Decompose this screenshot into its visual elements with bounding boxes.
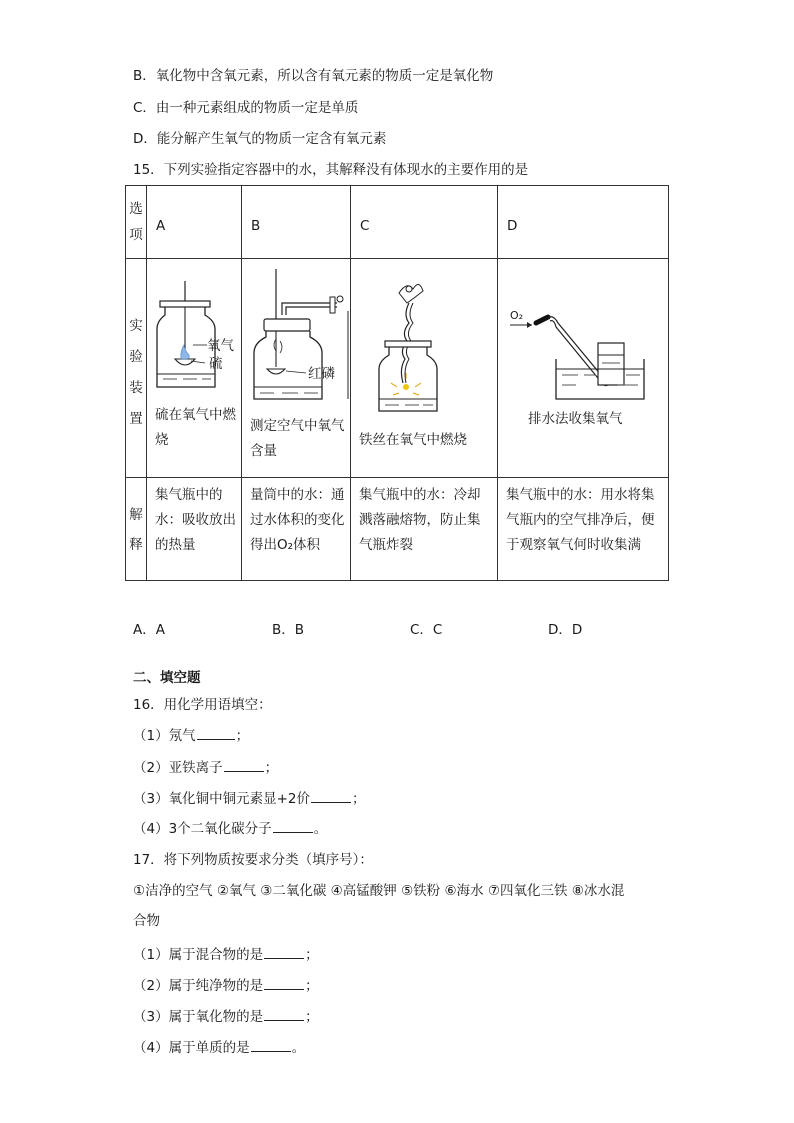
explanation-d: 集气瓶中的水：用水将集气瓶内的空气排净后，便于观察氧气何时收集满 bbox=[498, 478, 669, 581]
label-red-phosphorus: 红磷 bbox=[308, 366, 335, 382]
apparatus-d bbox=[498, 259, 669, 478]
q17-stem: 17．将下列物质按要求分类（填序号）： bbox=[133, 852, 373, 868]
q15-stem: 15．下列实验指定容器中的水，其解释没有体现水的主要作用的是 bbox=[133, 162, 529, 178]
apparatus-a bbox=[147, 259, 242, 478]
q16-item-4: （4）3个二氧化碳分子 。 bbox=[133, 818, 327, 839]
q16-item-3: （3）氧化铜中铜元素显+2价 ； bbox=[133, 788, 366, 809]
row-label-apparatus: 实验装置 bbox=[126, 259, 147, 478]
answer-blank[interactable] bbox=[273, 818, 313, 833]
q17-item-2: （2）属于纯净物的是 ； bbox=[133, 975, 319, 996]
answer-blank[interactable] bbox=[264, 944, 304, 959]
q17-item-1: （1）属于混合物的是 ； bbox=[133, 944, 319, 965]
caption-c: 铁丝在氧气中燃烧 bbox=[359, 432, 467, 448]
q15-table bbox=[125, 185, 669, 581]
q15-choice-b: B．B bbox=[272, 622, 305, 638]
option-a-header: A bbox=[147, 186, 242, 259]
answer-blank[interactable] bbox=[264, 1006, 304, 1021]
answer-blank[interactable] bbox=[251, 1037, 291, 1052]
q17-item-4: （4）属于单质的是 。 bbox=[133, 1037, 305, 1058]
q14-option-b: B．氧化物中含氧元素，所以含有氧元素的物质一定是氧化物 bbox=[133, 68, 494, 84]
water-displacement-diagram bbox=[498, 259, 669, 478]
apparatus-b bbox=[242, 259, 351, 478]
option-d-header: D bbox=[498, 186, 669, 259]
answer-blank[interactable] bbox=[224, 757, 264, 772]
q17-substances-line1: ①洁净的空气 ②氧气 ③二氧化碳 ④高锰酸钾 ⑤铁粉 ⑥海水 ⑦四氧化三铁 ⑧冰水混 bbox=[133, 883, 625, 899]
explanation-b: 量筒中的水：通过水体积的变化得出O₂体积 bbox=[242, 478, 351, 581]
caption-b: 测定空气中氧气含量 bbox=[250, 418, 345, 459]
answer-blank[interactable] bbox=[197, 725, 235, 740]
q15-choice-c: C．C bbox=[410, 622, 443, 638]
q16-item-1: （1）氖气 ； bbox=[133, 725, 249, 746]
answer-blank[interactable] bbox=[311, 788, 351, 803]
answer-blank[interactable] bbox=[264, 975, 304, 990]
q15-choice-d: D．D bbox=[548, 622, 583, 638]
option-c-header: C bbox=[351, 186, 498, 259]
q14-option-d: D．能分解产生氧气的物质一定含有氧元素 bbox=[133, 131, 387, 147]
q17-substances-line2: 合物 bbox=[133, 913, 160, 929]
label-oxygen-a: 氧气 bbox=[207, 338, 234, 354]
q15-choice-a: A．A bbox=[133, 622, 165, 638]
explanation-c: 集气瓶中的水：冷却溅落融熔物，防止集气瓶炸裂 bbox=[351, 478, 498, 581]
q14-option-c: C．由一种元素组成的物质一定是单质 bbox=[133, 100, 359, 116]
q17-item-3: （3）属于氧化物的是 ； bbox=[133, 1006, 319, 1027]
caption-d: 排水法收集氧气 bbox=[528, 411, 623, 427]
q16-item-2: （2）亚铁离子 ； bbox=[133, 757, 278, 778]
option-b-header: B bbox=[242, 186, 351, 259]
caption-a: 硫在氧气中燃烧 bbox=[155, 407, 236, 448]
section-title: 二、填空题 bbox=[133, 670, 201, 686]
apparatus-c bbox=[351, 259, 498, 478]
label-sulfur: 硫 bbox=[209, 356, 223, 372]
q16-stem: 16．用化学用语填空： bbox=[133, 697, 272, 713]
row-label-option: 选项 bbox=[126, 186, 147, 259]
label-o2-arrow: O₂ bbox=[510, 309, 524, 322]
explanation-a: 集气瓶中的水：吸收放出的热量 bbox=[147, 478, 242, 581]
row-label-explanation: 解释 bbox=[126, 478, 147, 581]
